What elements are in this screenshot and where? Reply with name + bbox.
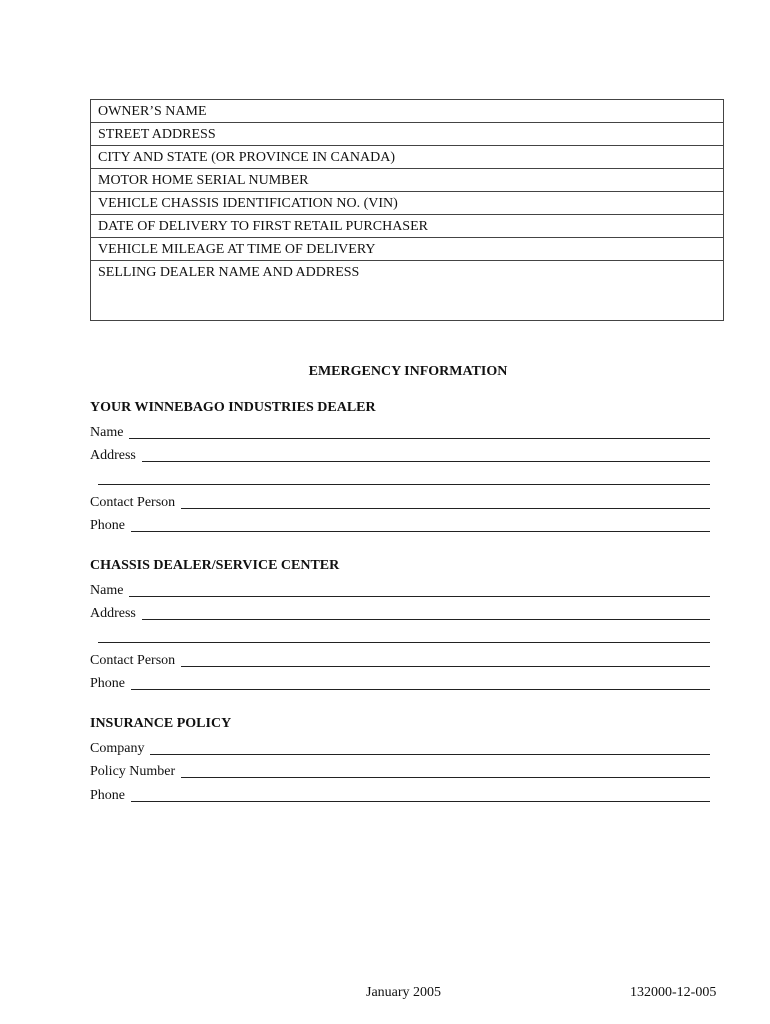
mileage-row[interactable]: VEHICLE MILEAGE AT TIME OF DELIVERY bbox=[91, 238, 723, 261]
dealer-phone-blank[interactable] bbox=[131, 517, 710, 532]
chassis-contact-blank[interactable] bbox=[181, 652, 710, 667]
insurance-policy-label: Policy Number bbox=[90, 764, 176, 779]
dealer-address-blank-2[interactable] bbox=[98, 470, 710, 485]
dealer-contact-field[interactable] bbox=[90, 493, 710, 511]
dealer-address-blank[interactable] bbox=[142, 447, 710, 462]
owner-info-table bbox=[90, 99, 724, 321]
insurance-section-title: INSURANCE POLICY bbox=[90, 716, 232, 731]
chassis-name-blank[interactable] bbox=[129, 582, 710, 597]
dealer-address-line-2[interactable] bbox=[98, 469, 710, 487]
footer-date: January 2005 bbox=[366, 985, 442, 1000]
city-state-row[interactable]: CITY AND STATE (OR PROVINCE IN CANADA) bbox=[91, 146, 723, 169]
chassis-phone-label: Phone bbox=[90, 676, 125, 691]
dealer-name-blank[interactable] bbox=[129, 424, 710, 439]
dealer-address-label: Address bbox=[90, 448, 136, 463]
chassis-address-line-2[interactable] bbox=[98, 627, 710, 645]
insurance-policy-field[interactable] bbox=[90, 762, 710, 780]
vin-row[interactable]: VEHICLE CHASSIS IDENTIFICATION NO. (VIN) bbox=[91, 192, 723, 215]
chassis-name-field[interactable] bbox=[90, 581, 710, 599]
serial-number-row[interactable]: MOTOR HOME SERIAL NUMBER bbox=[91, 169, 723, 192]
chassis-section-title: CHASSIS DEALER/SERVICE CENTER bbox=[90, 558, 340, 573]
chassis-address-field[interactable] bbox=[90, 604, 710, 622]
insurance-company-blank[interactable] bbox=[150, 740, 710, 755]
dealer-address-field[interactable] bbox=[90, 446, 710, 464]
chassis-address-blank[interactable] bbox=[142, 605, 710, 620]
delivery-date-row[interactable]: DATE OF DELIVERY TO FIRST RETAIL PURCHASER bbox=[91, 215, 723, 238]
insurance-company-label: Company bbox=[90, 741, 145, 756]
chassis-address-label: Address bbox=[90, 606, 136, 621]
chassis-name-label: Name bbox=[90, 583, 124, 598]
dealer-name-field[interactable] bbox=[90, 423, 710, 441]
street-address-row[interactable]: STREET ADDRESS bbox=[91, 123, 723, 146]
dealer-contact-label: Contact Person bbox=[90, 495, 176, 510]
chassis-phone-field[interactable] bbox=[90, 674, 710, 692]
owner-name-row[interactable]: OWNER’S NAME bbox=[91, 100, 723, 123]
insurance-policy-blank[interactable] bbox=[181, 763, 710, 778]
dealer-section-title: YOUR WINNEBAGO INDUSTRIES DEALER bbox=[90, 400, 376, 415]
chassis-contact-label: Contact Person bbox=[90, 653, 176, 668]
insurance-phone-blank[interactable] bbox=[131, 787, 710, 802]
emergency-info-title: EMERGENCY INFORMATION bbox=[308, 364, 508, 379]
selling-dealer-row[interactable]: SELLING DEALER NAME AND ADDRESS bbox=[98, 265, 360, 280]
chassis-address-blank-2[interactable] bbox=[98, 628, 710, 643]
dealer-phone-field[interactable] bbox=[90, 516, 710, 534]
footer-document-code: 132000-12-005 bbox=[630, 985, 717, 1000]
insurance-phone-label: Phone bbox=[90, 788, 125, 803]
insurance-phone-field[interactable] bbox=[90, 786, 710, 804]
dealer-name-label: Name bbox=[90, 425, 124, 440]
chassis-contact-field[interactable] bbox=[90, 651, 710, 669]
chassis-phone-blank[interactable] bbox=[131, 675, 710, 690]
dealer-contact-blank[interactable] bbox=[181, 494, 710, 509]
insurance-company-field[interactable] bbox=[90, 739, 710, 757]
dealer-phone-label: Phone bbox=[90, 518, 125, 533]
